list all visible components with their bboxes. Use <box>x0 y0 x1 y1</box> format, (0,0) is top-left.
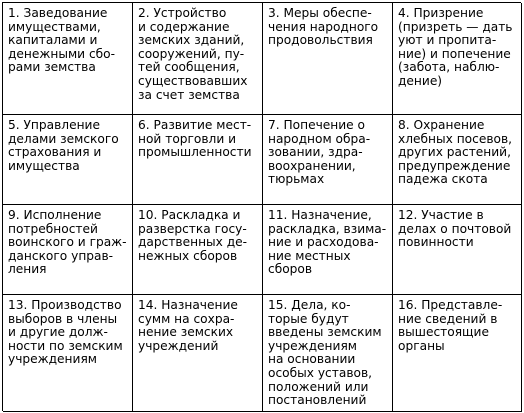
cell-line: положений или <box>268 379 369 394</box>
table-cell-2 <box>133 3 263 115</box>
cell-line: делах о почтовой <box>398 221 512 236</box>
cell-line: разверстка госу- <box>138 221 247 236</box>
cell-line: 13. Производство <box>8 298 122 312</box>
cell-line: органы <box>398 338 445 353</box>
cell-line: земских зданий, <box>138 33 245 48</box>
cell-line: ние и расходова- <box>268 235 379 250</box>
cell-line: народном обра- <box>268 131 371 146</box>
cell-line: ления <box>8 262 47 277</box>
cell-line: нение земских <box>138 325 234 340</box>
cell-line: 8. Охранение <box>398 118 485 132</box>
cell-line: 9. Исполнение <box>8 208 102 222</box>
cell-line: и содержание <box>138 19 230 34</box>
cell-line: других растений, <box>398 145 511 160</box>
cell-line: (забота, наблю- <box>398 60 500 75</box>
cell-line: учреждениям <box>8 352 97 367</box>
cell-line: падежа скота <box>398 172 488 187</box>
cell-line: 2. Устройство <box>138 6 227 20</box>
cell-line: 7. Попечение о <box>268 118 366 132</box>
cell-line: существовавших <box>138 73 248 88</box>
cell-line: ности по земским <box>8 338 123 353</box>
cell-line: денежными сбо- <box>8 46 116 61</box>
table-cell-4 <box>393 3 522 115</box>
table-cell-13 <box>3 295 133 412</box>
cell-line: делами земского <box>8 131 119 146</box>
table-cell-6 <box>133 115 263 205</box>
cell-line: потребностей <box>8 221 98 236</box>
cell-line: раскладка, взима- <box>268 221 387 236</box>
cell-line: 5. Управление <box>8 118 100 132</box>
cell-line: тюрьмах <box>268 172 325 187</box>
table-cell-15 <box>263 295 393 412</box>
cell-line: ние сведений в <box>398 311 498 326</box>
cell-line: рами земства <box>8 60 96 75</box>
table-cell-8 <box>393 115 522 205</box>
cell-line: чения народного <box>268 19 379 34</box>
table-cell-10 <box>133 205 263 295</box>
cell-line: сооружений, пу- <box>138 46 245 61</box>
cell-line: за счет земства <box>138 87 240 102</box>
cell-line: учреждениям <box>268 338 357 353</box>
cell-line: выборов в члены <box>8 311 118 326</box>
cell-line: имуществами, <box>8 19 101 34</box>
cell-line: (призреть — дать <box>398 19 513 34</box>
cell-line: введены земским <box>268 325 382 340</box>
cell-line: воинского и граж- <box>8 235 127 250</box>
table-cell-5 <box>3 115 133 205</box>
cell-line: страхования и <box>8 145 102 160</box>
cell-line: предупреждение <box>398 158 511 173</box>
cell-line: сборов <box>268 262 313 277</box>
cell-line: 3. Меры обеспе- <box>268 6 372 20</box>
cell-line: 15. Дела, ко- <box>268 298 351 312</box>
cell-line: 6. Развитие мест- <box>138 118 252 132</box>
cell-line: повинности <box>398 235 474 250</box>
cell-line: ние местных <box>268 248 351 263</box>
cell-line: 12. Участие в <box>398 208 484 222</box>
cell-line: дарственных де- <box>138 235 248 250</box>
cell-line: хлебных посевов, <box>398 131 513 146</box>
table-cell-7 <box>263 115 393 205</box>
cell-line: дение) <box>398 73 443 88</box>
cell-line: воохранении, <box>268 158 356 173</box>
cell-line: капиталами и <box>8 33 98 48</box>
table-cell-3 <box>263 3 393 115</box>
cell-line: особых уставов, <box>268 365 373 380</box>
cell-line: промышленности <box>138 145 252 160</box>
cell-line: учреждений <box>138 338 219 353</box>
cell-line: торые будут <box>268 311 349 326</box>
cell-line: постановлений <box>268 393 367 408</box>
table-cell-9 <box>3 205 133 295</box>
cell-line: продовольствия <box>268 33 373 48</box>
table-cell-16 <box>393 295 522 412</box>
cell-line: нежных сборов <box>138 248 238 263</box>
cell-line: 14. Назначение <box>138 298 238 312</box>
cell-line: на основании <box>268 352 356 367</box>
cell-line: ной торговли и <box>138 131 237 146</box>
cell-line: ние) и попечение <box>398 46 511 61</box>
cell-line: тей сообщения, <box>138 60 240 75</box>
table-cell-14 <box>133 295 263 412</box>
table-cell-1 <box>3 3 133 115</box>
table-cell-12 <box>393 205 522 295</box>
cell-line: сумм на сохра- <box>138 311 235 326</box>
cell-line: зовании, здра- <box>268 145 363 160</box>
cell-line: 4. Призрение <box>398 6 484 20</box>
cell-line: 1. Заведование <box>8 6 108 20</box>
cell-line: 11. Назначение, <box>268 208 372 222</box>
table-cell-11 <box>263 205 393 295</box>
cell-line: и другие долж- <box>8 325 108 340</box>
cell-line: вышестоящие <box>398 325 489 340</box>
cell-line: 16. Представле- <box>398 298 503 312</box>
cell-line: уют и пропита- <box>398 33 497 48</box>
cell-line: 10. Раскладка и <box>138 208 241 222</box>
zemstvo-functions-table <box>2 2 521 411</box>
cell-line: данского управ- <box>8 248 114 263</box>
cell-line: имущества <box>8 158 80 173</box>
